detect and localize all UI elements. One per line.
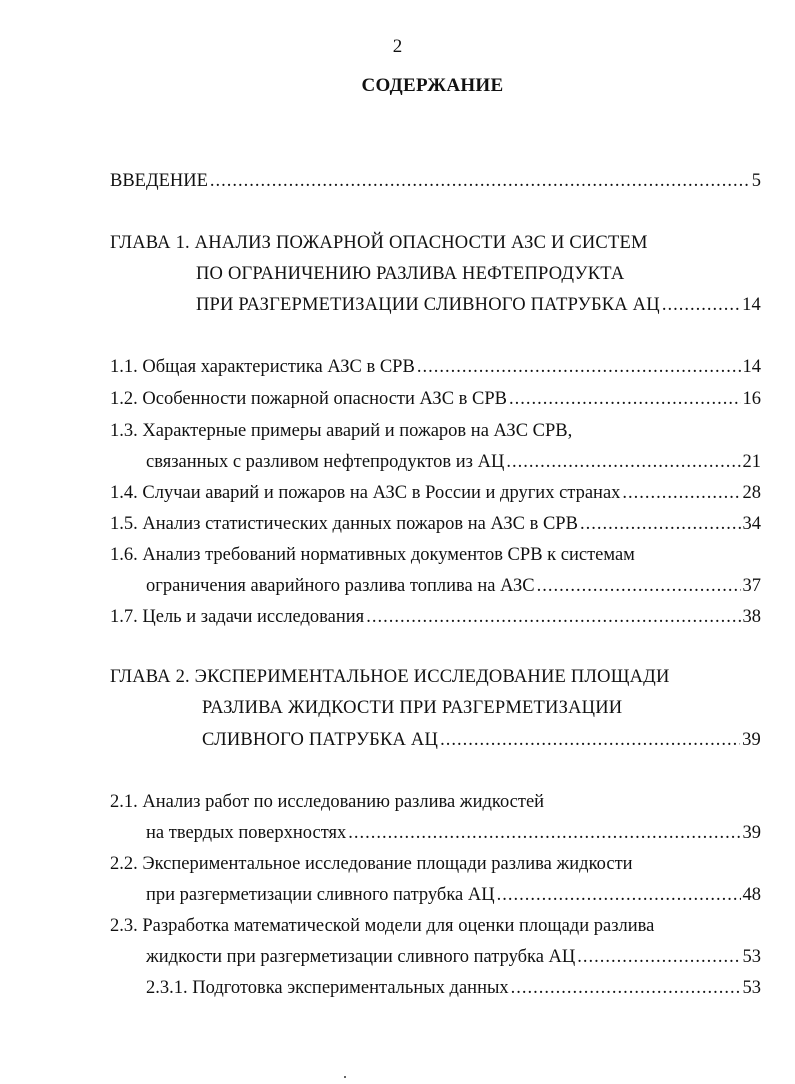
dot-leader <box>509 388 741 410</box>
toc-page-number: 37 <box>742 576 761 596</box>
toc-page-number: 34 <box>742 514 761 534</box>
toc-entry-intro <box>110 170 761 192</box>
toc-page-number: 16 <box>742 389 761 409</box>
dot-leader <box>622 482 740 504</box>
document-title: СОДЕРЖАНИЕ <box>361 75 504 96</box>
toc-entry-text: 2.3.1. Подготовка экспериментальных данных <box>146 978 509 998</box>
toc-entry-text: при разгерметизации сливного патрубка АЦ <box>146 885 495 905</box>
toc-entry-text: связанных с разливом нефтепродуктов из АЦ <box>146 452 505 472</box>
toc-entry-1-4 <box>110 482 761 504</box>
dot-leader <box>537 575 741 597</box>
toc-entry-text: ограничения аварийного разлива топлива на АЗС <box>146 576 535 596</box>
toc-entry-text: 1.4. Случаи аварий и пожаров на АЗС в России и других странах <box>110 483 621 503</box>
toc-entry-2-3-line-1: 2.3. Разработка математической модели для оценки площади разлива <box>110 916 655 936</box>
toc-page-number: 14 <box>742 295 761 315</box>
toc-entry-2-1-line-2 <box>146 822 761 844</box>
toc-entry-text: 1.5. Анализ статистических данных пожаров на АЗС в СРВ <box>110 514 578 534</box>
toc-entry-1-3-line-1: 1.3. Характерные примеры аварий и пожаров на АЗС СРВ, <box>110 421 573 441</box>
toc-entry-text: жидкости при разгерметизации сливного патрубка АЦ <box>146 947 576 967</box>
dot-leader <box>366 606 740 628</box>
toc-page-number: 28 <box>742 483 761 503</box>
dot-leader <box>417 356 741 378</box>
toc-entry-text: 1.1. Общая характеристика АЗС в СРВ <box>110 357 415 377</box>
dot-leader <box>210 170 750 192</box>
page-number: 2 <box>392 36 403 57</box>
toc-entry-2-3-1 <box>146 977 761 999</box>
toc-entry-2-2-line-1: 2.2. Экспериментальное исследование площади разлива жидкости <box>110 854 633 874</box>
toc-entry-1-5 <box>110 513 761 535</box>
dot-leader <box>577 946 740 968</box>
chapter-1-heading-line-3 <box>196 294 761 316</box>
toc-entry-2-3-line-2 <box>146 946 761 968</box>
dot-leader <box>348 822 740 844</box>
toc-entry-1-3-line-2 <box>146 451 761 473</box>
toc-entry-1-6-line-1: 1.6. Анализ требований нормативных документов СРВ к системам <box>110 545 635 565</box>
toc-entry-1-1 <box>110 356 761 378</box>
toc-page-number: 21 <box>742 452 761 472</box>
toc-page-number: 53 <box>742 947 761 967</box>
toc-entry-text: ВВЕДЕНИЕ <box>110 171 208 191</box>
toc-entry-1-7 <box>110 606 761 628</box>
toc-entry-text: 1.7. Цель и задачи исследования <box>110 607 365 627</box>
chapter-2-heading-line-3 <box>202 729 761 751</box>
chapter-2-heading-line-1: ГЛАВА 2. ЭКСПЕРИМЕНТАЛЬНОЕ ИССЛЕДОВАНИЕ ПЛОЩАДИ <box>110 667 670 687</box>
toc-entry-text: 1.2. Особенности пожарной опасности АЗС в СРВ <box>110 389 507 409</box>
toc-entry-text: ПРИ РАЗГЕРМЕТИЗАЦИИ СЛИВНОГО ПАТРУБКА АЦ <box>196 295 660 315</box>
toc-entry-text: на твердых поверхностях <box>146 823 347 843</box>
chapter-2-heading-line-2: РАЗЛИВА ЖИДКОСТИ ПРИ РАЗГЕРМЕТИЗАЦИИ <box>202 698 623 718</box>
toc-page-number: 39 <box>742 730 761 750</box>
toc-entry-2-2-line-2 <box>146 884 761 906</box>
scan-speck <box>344 1076 346 1078</box>
toc-page-number: 14 <box>742 357 761 377</box>
toc-page-number: 5 <box>751 171 761 191</box>
toc-entry-1-6-line-2 <box>146 575 761 597</box>
dot-leader <box>511 977 741 999</box>
dot-leader <box>506 451 740 473</box>
toc-entry-text: СЛИВНОГО ПАТРУБКА АЦ <box>202 730 439 750</box>
dot-leader <box>440 729 740 751</box>
dot-leader <box>662 294 740 316</box>
toc-page-number: 53 <box>742 978 761 998</box>
chapter-1-heading-line-2: ПО ОГРАНИЧЕНИЮ РАЗЛИВА НЕФТЕПРОДУКТА <box>196 264 625 284</box>
toc-page-number: 39 <box>742 823 761 843</box>
toc-page-number: 48 <box>742 885 761 905</box>
dot-leader <box>580 513 741 535</box>
dot-leader <box>497 884 741 906</box>
toc-entry-1-2 <box>110 388 761 410</box>
toc-entry-2-1-line-1: 2.1. Анализ работ по исследованию разлива жидкостей <box>110 792 545 812</box>
chapter-1-heading-line-1: ГЛАВА 1. АНАЛИЗ ПОЖАРНОЙ ОПАСНОСТИ АЗС И СИСТЕМ <box>110 233 648 253</box>
toc-page-number: 38 <box>742 607 761 627</box>
